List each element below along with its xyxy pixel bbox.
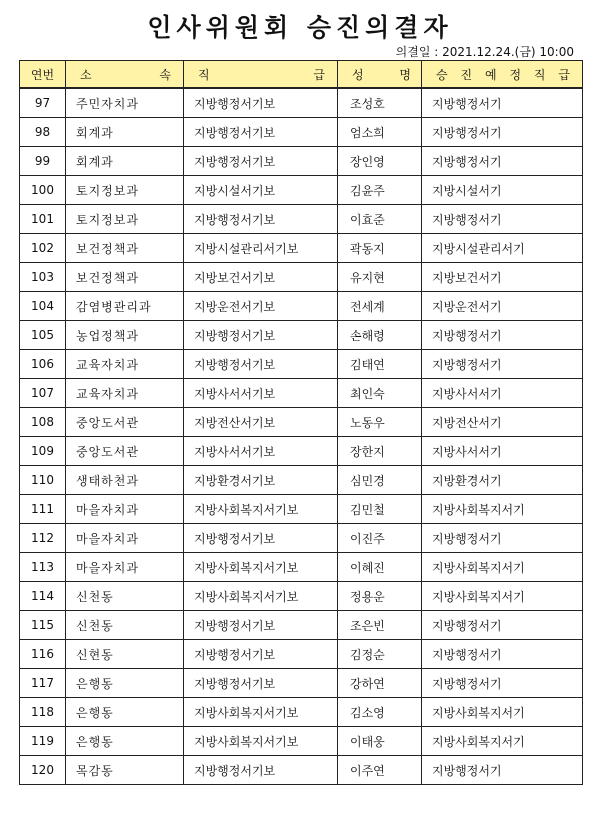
table-row <box>20 727 583 756</box>
department-cell: 보건정책과 <box>66 234 184 263</box>
row-number: 104 <box>20 292 66 321</box>
row-number: 117 <box>20 669 66 698</box>
current-rank-cell: 지방행정서기보 <box>184 205 338 234</box>
current-rank-cell: 지방시설서기보 <box>184 176 338 205</box>
decision-date: 의결일 : 2021.12.24.(금) 10:00 <box>395 45 574 59</box>
promotion-rank-cell: 지방행정서기 <box>422 756 583 785</box>
promotion-rank-cell: 지방환경서기 <box>422 466 583 495</box>
department-cell: 토지정보과 <box>66 176 184 205</box>
row-number: 98 <box>20 118 66 147</box>
current-rank-cell: 지방사회복지서기보 <box>184 727 338 756</box>
department-cell: 생태하천과 <box>66 466 184 495</box>
current-rank-cell: 지방보건서기보 <box>184 263 338 292</box>
table-row <box>20 379 583 408</box>
table-row <box>20 698 583 727</box>
name-cell: 조은빈 <box>338 611 422 640</box>
current-rank-cell: 지방사회복지서기보 <box>184 553 338 582</box>
row-number: 109 <box>20 437 66 466</box>
current-rank-cell: 지방사서서기보 <box>184 437 338 466</box>
row-number: 102 <box>20 234 66 263</box>
department-cell: 은행동 <box>66 727 184 756</box>
table-row <box>20 640 583 669</box>
department-cell: 중앙도서관 <box>66 437 184 466</box>
promotion-rank-cell: 지방행정서기 <box>422 118 583 147</box>
department-cell: 중앙도서관 <box>66 408 184 437</box>
department-cell: 보건정책과 <box>66 263 184 292</box>
current-rank-cell: 지방행정서기보 <box>184 640 338 669</box>
name-cell: 이태웅 <box>338 727 422 756</box>
department-cell: 교육자치과 <box>66 379 184 408</box>
name-cell: 유지현 <box>338 263 422 292</box>
document-title: 인사위원회 승진의결자 <box>147 13 453 42</box>
promotion-rank-cell: 지방운전서기 <box>422 292 583 321</box>
name-cell: 김정순 <box>338 640 422 669</box>
promotion-table <box>19 60 583 785</box>
name-cell: 전세계 <box>338 292 422 321</box>
table-row <box>20 234 583 263</box>
row-number: 105 <box>20 321 66 350</box>
table-row <box>20 495 583 524</box>
row-number: 116 <box>20 640 66 669</box>
row-number: 99 <box>20 147 66 176</box>
row-number: 119 <box>20 727 66 756</box>
row-number: 112 <box>20 524 66 553</box>
department-cell: 신현동 <box>66 640 184 669</box>
promotion-rank-cell: 지방행정서기 <box>422 524 583 553</box>
current-rank-cell: 지방운전서기보 <box>184 292 338 321</box>
table-row <box>20 408 583 437</box>
row-number: 103 <box>20 263 66 292</box>
promotion-rank-cell: 지방시설관리서기 <box>422 234 583 263</box>
department-cell: 회계과 <box>66 118 184 147</box>
name-cell: 조성호 <box>338 88 422 118</box>
current-rank-cell: 지방사회복지서기보 <box>184 582 338 611</box>
department-cell: 은행동 <box>66 669 184 698</box>
promotion-rank-cell: 지방사회복지서기 <box>422 698 583 727</box>
header-name: 성 명 <box>338 61 422 89</box>
row-number: 118 <box>20 698 66 727</box>
current-rank-cell: 지방사서서기보 <box>184 379 338 408</box>
promotion-rank-cell: 지방행정서기 <box>422 321 583 350</box>
department-cell: 회계과 <box>66 147 184 176</box>
row-number: 113 <box>20 553 66 582</box>
table-row <box>20 669 583 698</box>
header-rank: 직 급 <box>184 61 338 89</box>
table-row <box>20 147 583 176</box>
promotion-rank-cell: 지방시설서기 <box>422 176 583 205</box>
promotion-rank-cell: 지방사회복지서기 <box>422 553 583 582</box>
name-cell: 이효준 <box>338 205 422 234</box>
row-number: 107 <box>20 379 66 408</box>
table-row <box>20 466 583 495</box>
table-row <box>20 263 583 292</box>
department-cell: 토지정보과 <box>66 205 184 234</box>
table-row <box>20 437 583 466</box>
row-number: 115 <box>20 611 66 640</box>
department-cell: 신천동 <box>66 611 184 640</box>
name-cell: 장한지 <box>338 437 422 466</box>
promotion-rank-cell: 지방행정서기 <box>422 350 583 379</box>
current-rank-cell: 지방환경서기보 <box>184 466 338 495</box>
promotion-rank-cell: 지방사서서기 <box>422 379 583 408</box>
department-cell: 마을자치과 <box>66 553 184 582</box>
row-number: 108 <box>20 408 66 437</box>
promotion-rank-cell: 지방사회복지서기 <box>422 727 583 756</box>
table-row <box>20 88 583 118</box>
promotion-rank-cell: 지방행정서기 <box>422 640 583 669</box>
name-cell: 노동우 <box>338 408 422 437</box>
name-cell: 엄소희 <box>338 118 422 147</box>
promotion-rank-cell: 지방사회복지서기 <box>422 582 583 611</box>
name-cell: 정용운 <box>338 582 422 611</box>
department-cell: 신천동 <box>66 582 184 611</box>
table-row <box>20 205 583 234</box>
current-rank-cell: 지방행정서기보 <box>184 147 338 176</box>
promotion-rank-cell: 지방사서서기 <box>422 437 583 466</box>
table-row <box>20 553 583 582</box>
name-cell: 이진주 <box>338 524 422 553</box>
row-number: 100 <box>20 176 66 205</box>
header-dept: 소 속 <box>66 61 184 89</box>
promotion-rank-cell: 지방행정서기 <box>422 205 583 234</box>
current-rank-cell: 지방사회복지서기보 <box>184 495 338 524</box>
row-number: 120 <box>20 756 66 785</box>
department-cell: 목감동 <box>66 756 184 785</box>
name-cell: 강하연 <box>338 669 422 698</box>
table-row <box>20 118 583 147</box>
department-cell: 주민자치과 <box>66 88 184 118</box>
current-rank-cell: 지방행정서기보 <box>184 756 338 785</box>
name-cell: 김태연 <box>338 350 422 379</box>
name-cell: 장인영 <box>338 147 422 176</box>
current-rank-cell: 지방사회복지서기보 <box>184 698 338 727</box>
table-row <box>20 350 583 379</box>
name-cell: 이주연 <box>338 756 422 785</box>
name-cell: 손해령 <box>338 321 422 350</box>
promotion-rank-cell: 지방행정서기 <box>422 88 583 118</box>
promotion-rank-cell: 지방행정서기 <box>422 669 583 698</box>
row-number: 111 <box>20 495 66 524</box>
department-cell: 마을자치과 <box>66 524 184 553</box>
table-row <box>20 176 583 205</box>
department-cell: 감염병관리과 <box>66 292 184 321</box>
promotion-rank-cell: 지방보건서기 <box>422 263 583 292</box>
name-cell: 김소영 <box>338 698 422 727</box>
name-cell: 심민경 <box>338 466 422 495</box>
current-rank-cell: 지방행정서기보 <box>184 611 338 640</box>
current-rank-cell: 지방행정서기보 <box>184 88 338 118</box>
promotion-rank-cell: 지방행정서기 <box>422 147 583 176</box>
current-rank-cell: 지방행정서기보 <box>184 350 338 379</box>
header-no: 연번 <box>20 61 66 89</box>
department-cell: 마을자치과 <box>66 495 184 524</box>
department-cell: 은행동 <box>66 698 184 727</box>
name-cell: 최인숙 <box>338 379 422 408</box>
table-row <box>20 611 583 640</box>
department-cell: 농업정책과 <box>66 321 184 350</box>
name-cell: 이혜진 <box>338 553 422 582</box>
table-header-row <box>20 61 583 89</box>
name-cell: 김민철 <box>338 495 422 524</box>
header-promo-rank: 승 진 예 정 직 급 <box>422 61 583 89</box>
table-row <box>20 756 583 785</box>
current-rank-cell: 지방행정서기보 <box>184 524 338 553</box>
row-number: 106 <box>20 350 66 379</box>
current-rank-cell: 지방행정서기보 <box>184 118 338 147</box>
row-number: 110 <box>20 466 66 495</box>
table-row <box>20 292 583 321</box>
row-number: 97 <box>20 88 66 118</box>
name-cell: 곽동지 <box>338 234 422 263</box>
table-row <box>20 524 583 553</box>
promotion-rank-cell: 지방사회복지서기 <box>422 495 583 524</box>
current-rank-cell: 지방행정서기보 <box>184 669 338 698</box>
promotion-rank-cell: 지방행정서기 <box>422 611 583 640</box>
promotion-rank-cell: 지방전산서기 <box>422 408 583 437</box>
name-cell: 김윤주 <box>338 176 422 205</box>
table-row <box>20 582 583 611</box>
current-rank-cell: 지방행정서기보 <box>184 321 338 350</box>
row-number: 101 <box>20 205 66 234</box>
current-rank-cell: 지방시설관리서기보 <box>184 234 338 263</box>
current-rank-cell: 지방전산서기보 <box>184 408 338 437</box>
department-cell: 교육자치과 <box>66 350 184 379</box>
row-number: 114 <box>20 582 66 611</box>
table-row <box>20 321 583 350</box>
